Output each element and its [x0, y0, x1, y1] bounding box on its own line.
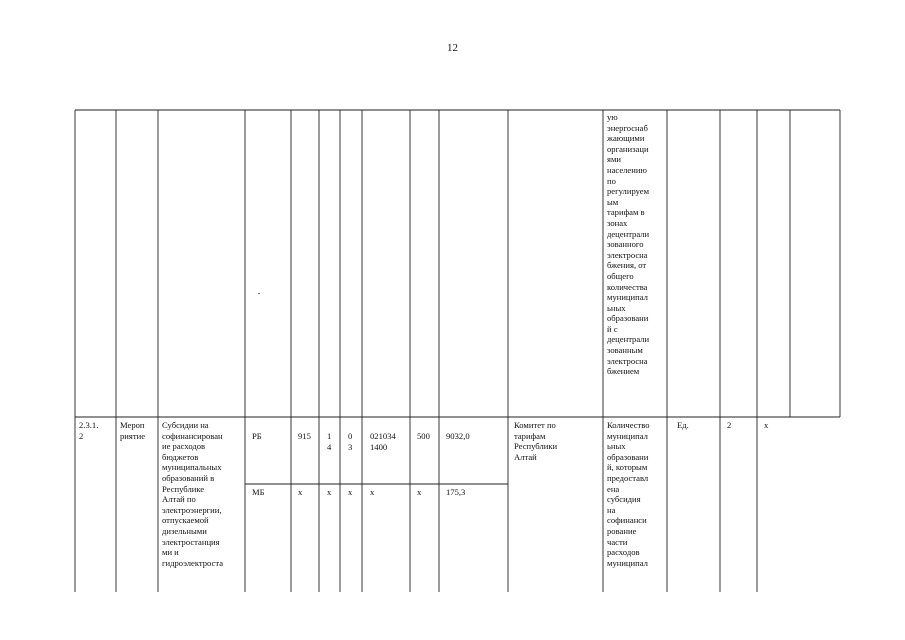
page-number: 12 — [447, 42, 458, 54]
unit: Ед. — [677, 420, 689, 430]
scan-speck — [258, 293, 260, 294]
csr-mb: х — [370, 487, 375, 497]
pr-mb: х — [348, 487, 353, 497]
grbs-rb: 915 — [298, 431, 311, 441]
vr-mb: х — [417, 487, 422, 497]
funding-source-rb: РБ — [252, 431, 262, 441]
rz-mb: х — [327, 487, 332, 497]
indicator-continuation: ую энергоснаб жающими организаци ями населению по регулируем ым тарифам в зонах децентрали зованного электросна бжения, от общего количества муниципал ьных образовани й с децентрали зованным электросна бжением — [607, 112, 650, 377]
indicator-name: Количество муниципал ьных образовани й, которым предоставл ена субсидия на софинанси рование части расходов муниципал — [607, 420, 650, 568]
rz-rb: 1 4 — [327, 431, 332, 452]
amount-mb: 175,3 — [446, 487, 466, 497]
executor: Комитет по тарифам Республики Алтай — [514, 420, 558, 462]
funding-source-mb: МБ — [252, 487, 265, 497]
amount-rb: 9032,0 — [446, 431, 470, 441]
target-extra: х — [764, 420, 769, 430]
pr-rb: 0 3 — [348, 431, 353, 452]
target-value: 2 — [727, 420, 732, 430]
row-name: Субсидии на софинансирован ие расходов бюджетов муниципальных образований в Республике Алтай по электроэнергии, отпускаемой дизельными электростанция ми и гидроэлектроста — [162, 420, 224, 568]
row-type: Мероп риятие — [120, 420, 146, 441]
vr-rb: 500 — [417, 431, 430, 441]
grbs-mb: х — [298, 487, 303, 497]
row-number: 2.3.1. 2 — [79, 420, 99, 441]
csr-rb: 021034 1400 — [370, 431, 396, 452]
